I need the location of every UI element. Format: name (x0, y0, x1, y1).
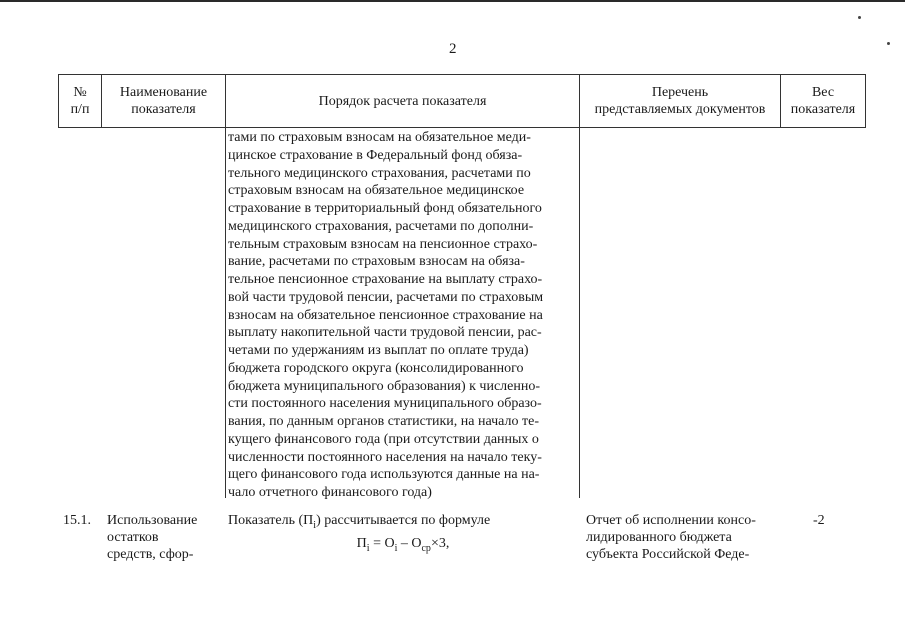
header-cell-number (58, 74, 102, 128)
calculation-continuation-text: тами по страховым взносам на обязательное меди- цинское страхование в Федеральный фонд обяза- тельного медицинского страхования, расчетами по страховым взносам на обязательное медицинское страхование в территориальный фонд обязательного медицинского страхования, расчетами по дополни- тельным страховым взносам на пенсионное страхо- вание, расчетами по страховым взносам на обяза- тельное пенсионное страхование на выплату страхо- вой части трудовой пенсии, расчетами по страховым взносам на обязательное пенсионное страхование на выплату накопительной части трудовой пенсии, рас- четами по удержаниям из выплат по оплате труда) бюджета городского округа (консолидированного бюджета муниципального образования) к численно- сти постоянного населения муниципального образо- вания, по данным органов статистики, на начало те- кущего финансового года (при отсутствии данных о численности постоянного населения на начало теку- щего финансового года используются данные на на- чало отчетного финансового года) (228, 130, 544, 500)
scan-speck (887, 42, 890, 45)
indicator-name: Использование остатков средств, сфор- (107, 513, 198, 562)
top-border-line (0, 0, 905, 2)
header-calc-label: Порядок расчета показателя (318, 93, 487, 109)
header-cell-docs (579, 74, 781, 128)
header-cell-calc (225, 74, 580, 128)
header-name-label: Наименование показателя (119, 85, 208, 117)
row-number: 15.1. (63, 513, 91, 528)
scan-speck (858, 16, 861, 19)
formula: $П_i = О_i - О_{ср}\times 3$, (356, 536, 450, 554)
header-docs-label: Перечень представляемых документов (594, 85, 766, 117)
header-weight-label: Вес показателя (790, 85, 856, 117)
calculation-intro: Показатель $(П_i)$ рассчитывается по формуле (228, 513, 491, 531)
header-number-label: № п/п (70, 85, 90, 117)
column-divider (225, 128, 226, 498)
header-cell-weight (780, 74, 866, 128)
indicator-weight: -2 (813, 513, 825, 528)
column-divider (579, 128, 580, 498)
page-number: 2 (449, 41, 457, 57)
header-cell-name (101, 74, 226, 128)
documents-list: Отчет об исполнении консо- лидированного бюджета субъекта Российской Феде- (586, 513, 756, 562)
